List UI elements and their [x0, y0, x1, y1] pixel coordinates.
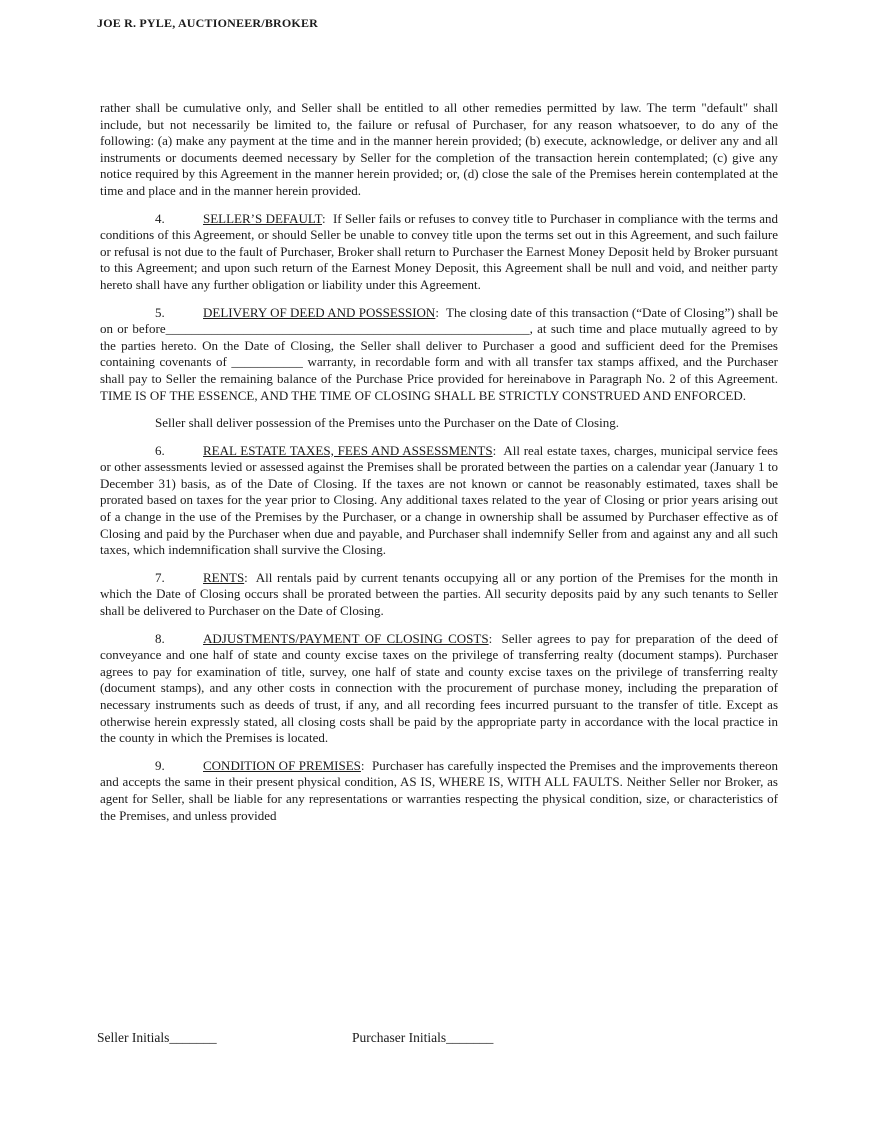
clause-sellers-default: [100, 211, 778, 294]
clause-body: All real estate taxes, charges, municipal service fees or other assessments levied or assessed against the Premises shall be prorated between the parties on a calendar year (January 1 to December 31) basis, as of the Date of Closing. If the taxes are not known or cannot be reasonably estimated, taxes shall be prorated based on taxes for the year prior to Closing. Any additional taxes related to the year of Closing or prior years arising out of a change in the use of the Premises by the Purchaser, or a change in ownership shall be assumed by Purchaser effective as of Closing and paid by the Purchaser when due and payable, and Purchaser shall indemnify Seller from and against any and all such taxes, which indemnification shall survive the Closing.: [100, 442, 778, 558]
clause-heading-colon: :: [492, 442, 497, 458]
clause-body: If Seller fails or refuses to convey title to Purchaser in compliance with the terms and conditions of this Agreement, or should Seller be unable to convey title upon the terms set out in this Agreement, and such failure or refusal is not due to the fault of Purchaser, Broker shall return to Purchaser the Earnest Money Deposit held by Broker pursuant to this Agreement; and upon such return of the Earnest Money Deposit, this Agreement shall be null and void, and neither party hereto shall have any further obligation or liability under this Agreement.: [100, 210, 779, 292]
clause-number: 4.: [155, 210, 165, 226]
clause-number: 7.: [155, 569, 165, 585]
clause-body: Purchaser has carefully inspected the Premises and the improvements thereon and accepts the same in their present physical condition, AS IS, WHERE IS, WITH ALL FAULTS. Neither Seller nor Broker, as agent for Seller, shall be liable for any representations or warranties respecting the physical condition, size, or characteristics of the Premises, and unless provided: [100, 757, 779, 823]
seller-initials-blank: _______: [169, 1030, 217, 1045]
clause-body: The closing date of this transaction (“Date of Closing”) shall be on or before________________________________________________________, at such time and place mutually agreed to by the parties hereto. On the Date of Closing, the Seller shall deliver to Purchaser a good and sufficient deed for the Premises containing covenants of ___________ warranty, in recordable form and with all transfer tax stamps affixed, and the Purchaser shall pay to Seller the remaining balance of the Purchase Price provided for hereinabove in Paragraph No. 2 of this Agreement. TIME IS OF THE ESSENCE, AND THE TIME OF CLOSING SHALL BE STRICTLY CONSTRUED AND ENFORCED.: [100, 304, 778, 403]
clause-number: 6.: [155, 442, 165, 458]
clause-heading: ADJUSTMENTS/PAYMENT OF CLOSING COSTS: [203, 630, 489, 646]
clause-heading-colon: :: [321, 210, 326, 226]
clause-number: 8.: [155, 630, 165, 646]
clause-rents: [100, 570, 778, 620]
clause-number: 9.: [155, 757, 165, 773]
clause-heading-colon: :: [435, 304, 439, 320]
seller-initials-label: Seller Initials: [97, 1030, 170, 1045]
clause-number: 5.: [155, 304, 165, 320]
paragraph-default-continuation: rather shall be cumulative only, and Seller shall be entitled to all other remedies permitted by law. The term "default" shall include, but not necessarily be limited to, the failure or refusal of Purchaser, for any reason whatsoever, to do any of the following: (a) make any payment at the time and in the manner herein provided; (b) execute, acknowledge, or deliver any and all instruments or documents deemed necessary by Seller for the completion of the transaction herein contemplated; (c) give any notice required by this Agreement in the manner herein provided; or, (d) close the sale of the Premises herein contemplated at the time and place and in the manner herein provided.: [100, 100, 778, 198]
clause-heading: CONDITION OF PREMISES: [203, 757, 361, 773]
clause-condition-of-premises: [100, 758, 778, 824]
purchaser-initials-block: [352, 1030, 493, 1046]
clause-real-estate-taxes: [100, 443, 778, 559]
clause-heading: RENTS: [203, 569, 245, 585]
contract-body: [100, 100, 778, 835]
clause-body: Seller agrees to pay for preparation of the deed of conveyance and one half of state and county excise taxes on the privilege of transferring realty (document stamps). Purchaser agrees to pay for examination of title, survey, one half of state and county excise taxes on the privilege of transferring realty (document stamps), and any other costs in connection with the procurement of purchase money, including the preparation of necessary instruments such as deeds of trust, if any, and all recording fees incurred pursuant to the transfer of title. Except as otherwise herein expressly stated, all closing costs shall be paid by the appropriate party in accordance with the local practice in the county in which the Premises is located.: [100, 630, 778, 746]
clause-heading-colon: :: [488, 630, 493, 646]
clause-heading: DELIVERY OF DEED AND POSSESSION: [203, 304, 436, 320]
clause-heading: REAL ESTATE TAXES, FEES AND ASSESSMENTS: [203, 442, 493, 458]
clause-delivery-of-deed: [100, 305, 778, 405]
initials-footer: [97, 1030, 775, 1050]
clause-body: All rentals paid by current tenants occupying all or any portion of the Premises for the month in which the Date of Closing occurs shall be prorated between the parties. All security deposits paid by any such tenants to Seller shall be delivered to Purchaser on the Date of Closing.: [100, 569, 778, 619]
clause-adjustments-closing-costs: [100, 631, 778, 747]
clause-heading-colon: :: [244, 569, 248, 585]
purchaser-initials-label: Purchaser Initials: [352, 1030, 447, 1045]
broker-header-title: JOE R. PYLE, AUCTIONEER/BROKER: [97, 16, 319, 30]
seller-initials-block: [97, 1030, 217, 1046]
possession-sentence: Seller shall deliver possession of the Premises unto the Purchaser on the Date of Closing.: [155, 415, 619, 431]
purchaser-initials-blank: _______: [446, 1030, 494, 1045]
clause-heading: SELLER’S DEFAULT: [203, 210, 322, 226]
clause-heading-colon: :: [360, 757, 365, 773]
